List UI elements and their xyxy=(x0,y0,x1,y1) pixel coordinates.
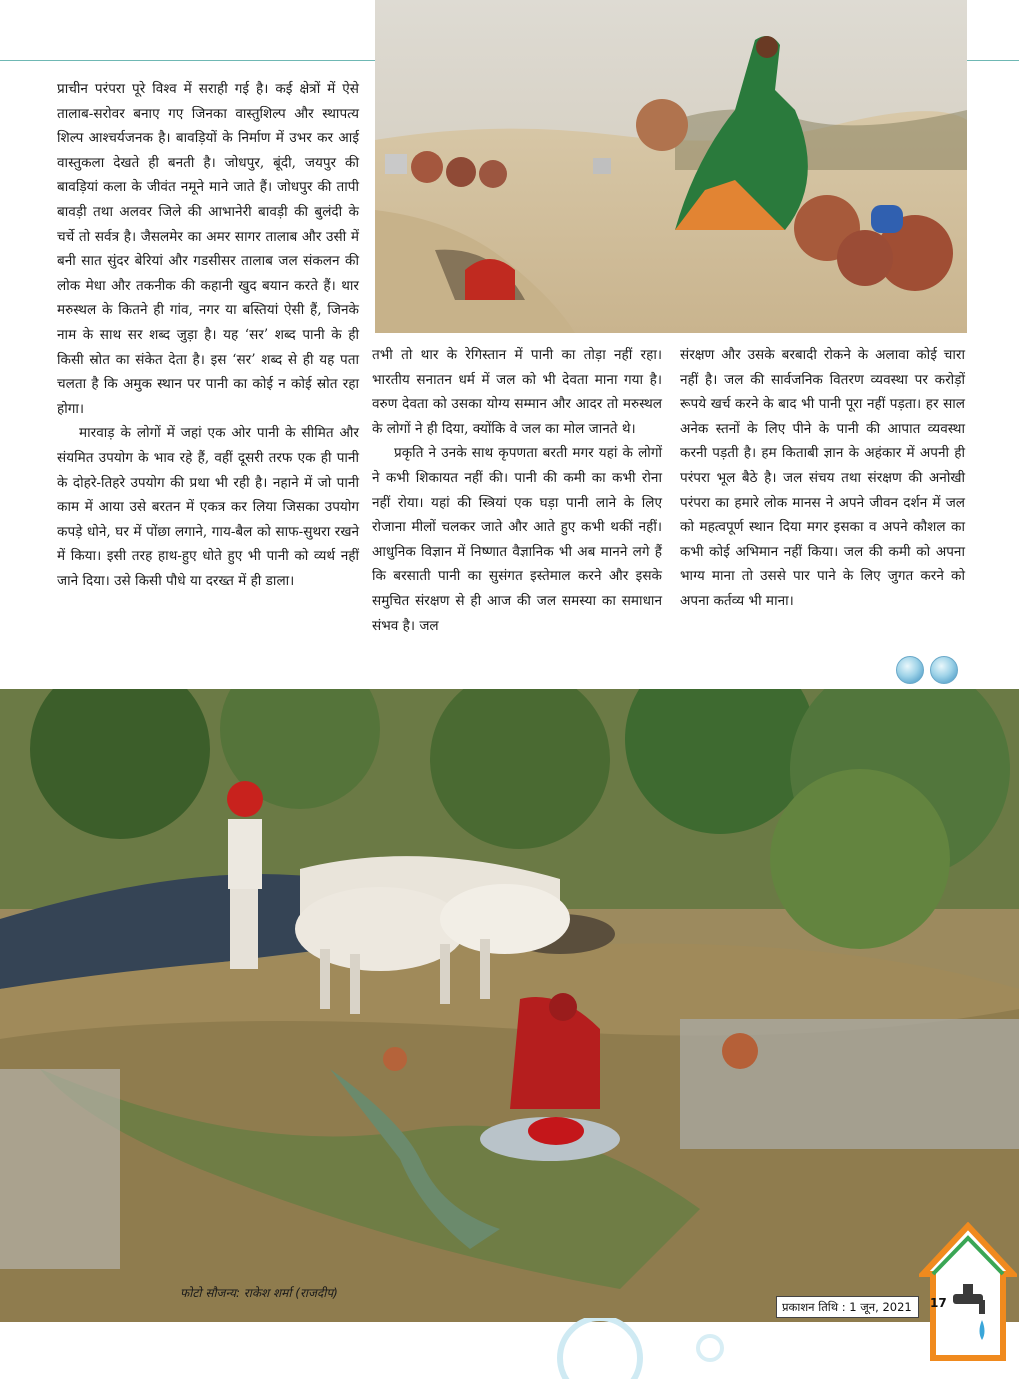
article-column-3 xyxy=(680,343,965,614)
decorative-bubbles-icon xyxy=(540,1318,740,1379)
paragraph: प्राचीन परंपरा पूरे विश्व में सराही गई है। कई क्षेत्रों में ऐसे तालाब-सरोवर बनाए गए जिनका वास्तुशिल्प और स्थापत्य शिल्प आश्चर्यजनक है। बावड़ियों के निर्माण में उभर कर आई वास्तुकला देखते ही बनती है। जोधपुर, बूंदी, जयपुर की बावड़ियां कला के जीवंत नमूने माने जाते हैं। जोधपुर की तापी बावड़ी तथा अलवर जिले की आभानेरी बावड़ी की बुलंदी के चर्चे तो सर्वत्र है। जैसलमेर का अमर सागर तालाब और उसी में बनी सात सुंदर बेरियां और गडसीसर तालाब जल संकलन की लोक मेधा और तकनीक की कहानी खुद बयान करते हैं। थार मरुस्थल के कितने ही गांव, नगर या बस्तियां ऐसी हैं, जिनके नाम के साथ सर शब्द जुड़ा है। यह ‘सर’ शब्द पानी के ही किसी स्रोत का संकेत देता है। इस ‘सर’ शब्द से ही यह पता चलता है कि अमुक स्थान पर पानी का कोई न कोई स्रोत रहा होगा। xyxy=(57,81,359,417)
article-column-1 xyxy=(57,77,359,593)
house-tap-logo-icon xyxy=(919,1222,1017,1362)
photo-credit: फोटो सौजन्य: राकेश शर्मा (राजदीप) xyxy=(180,1286,338,1300)
paragraph: तभी तो थार के रेगिस्तान में पानी का तोड़ा नहीं रहा। भारतीय सनातन धर्म में जल को भी देवता माना गया है। वरुण देवता को उसका योग्य सम्मान और आदर तो मरुस्थल के लोगों ने ही दिया, क्योंकि वे जल का मोल जानते थे। xyxy=(372,347,662,437)
paragraph: संरक्षण और उसके बरबादी रोकने के अलावा कोई चारा नहीं है। जल की सार्वजनिक वितरण व्यवस्था पर करोड़ों रूपये खर्च करने के बाद भी पानी पूरा नहीं पड़ता। हर साल अनेक स्तनों के लिए पीने के पानी की आपात व्यवस्था करनी पड़ती है। हम किताबी ज्ञान के अहंकार में अपनी ही परंपरा भूल बैठे है। जल संचय तथा संरक्षण की अनोखी परंपरा का हमारे लोक मानस ने अपने जीवन दर्शन में जल को महत्वपूर्ण स्थान दिया मगर इसका व अपने कौशल का कभी कोई अभिमान नहीं किया। जल की कमी को अपना भाग्य माना तो उससे पार पाने के लिए जुगत करने को अपना कर्तव्य भी माना। xyxy=(680,347,965,609)
publication-date: प्रकाशन तिथि : 1 जून, 2021 xyxy=(776,1296,919,1318)
article-column-2 xyxy=(372,343,662,638)
page-number: 17 xyxy=(930,1296,947,1310)
water-drop-icon xyxy=(930,656,958,684)
paragraph: मारवाड़ के लोगों में जहां एक ओर पानी के सीमित और संयमित उपयोग के भाव रहे हैं, वहीं दूसरी तरफ एक ही पानी के दोहरे-तिहरे उपयोग की प्रथा भी रही है। नहाने में जो पानी काम में आया उसे बरतन में एकत्र कर लिया जिसका उपयोग कपड़े धोने, घर में पोंछा लगाने, गाय-बैल को साफ-सुथरा रखने में किया। इसी तरह हाथ-हुए धोते हुए भी पानी को व्यर्थ नहीं जाने दिया। उसे किसी पौधे या दरख्त में ही डाला। xyxy=(57,425,359,589)
village-well-photo xyxy=(0,689,1019,1322)
water-drop-icon xyxy=(896,656,924,684)
hero-photo-women-water-pots xyxy=(375,0,967,333)
article-end-marks xyxy=(896,656,958,684)
paragraph: प्रकृति ने उनके साथ कृपणता बरती मगर यहां के लोगों ने कभी शिकायत नहीं की। पानी की कमी का कभी रोना नहीं रोया। यहां की स्त्रियां एक घड़ा पानी लाने के लिए रोजाना मीलों चलकर जाते और आते हुए कभी थकीं नहीं। आधुनिक विज्ञान में निष्णात वैज्ञानिक भी अब मानने लगे हैं कि बरसाती पानी का सुसंगत इस्तेमाल करने और इसके समुचित संरक्षण से ही आज की जल समस्या का समाधान संभव है। जल xyxy=(372,445,662,634)
